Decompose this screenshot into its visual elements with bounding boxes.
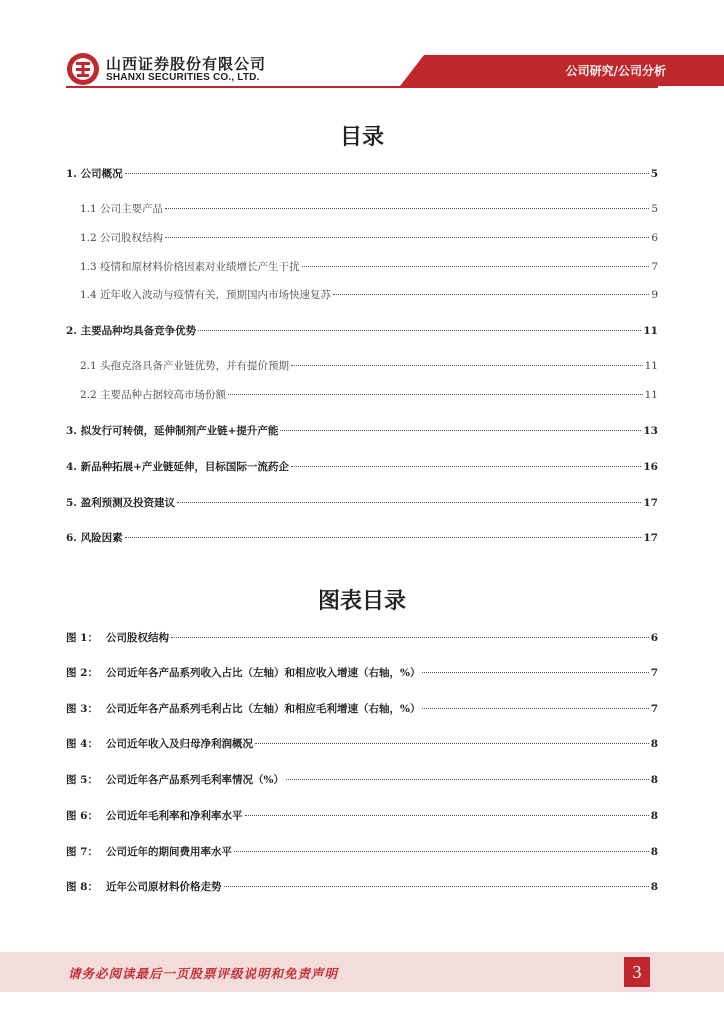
toc-entry-page: 11 — [644, 360, 658, 372]
dot-leader — [286, 779, 649, 780]
header-band — [400, 55, 724, 86]
toc-entry-label: 1.1 公司主要产品 — [80, 203, 164, 215]
dot-leader — [280, 430, 641, 431]
toc-entry[interactable] — [80, 388, 658, 402]
toc-entry-page: 11 — [644, 389, 658, 401]
dot-leader — [165, 237, 649, 238]
figure-entry-text — [66, 666, 420, 680]
toc-entry[interactable] — [66, 167, 658, 181]
toc-entry[interactable] — [66, 424, 658, 438]
toc-entry-page: 11 — [643, 325, 658, 337]
dot-leader — [422, 708, 648, 709]
figure-entry-text — [66, 631, 169, 645]
toc-entry-label: 1.3 疫情和原材料价格因素对业绩增长产生干扰 — [80, 261, 300, 273]
toc-entry-page: 17 — [643, 532, 658, 544]
company-logo-icon — [66, 52, 100, 86]
figure-number: 图 1： — [66, 632, 98, 644]
toc-entry-label: 2. 主要品种均具备竞争优势 — [66, 325, 197, 337]
toc-entry-page: 17 — [643, 497, 658, 509]
header-divider — [66, 86, 658, 88]
toc-entry-page: 6 — [651, 232, 658, 244]
figure-number: 图 5： — [66, 774, 98, 786]
toc-entry-page: 16 — [643, 461, 658, 473]
figure-page: 6 — [650, 632, 658, 644]
figure-number: 图 4： — [66, 738, 98, 750]
figure-entry[interactable] — [66, 631, 658, 645]
figure-number: 图 7： — [66, 846, 98, 858]
toc-entry-page: 9 — [651, 289, 658, 301]
figure-label: 近年公司原材料价格走势 — [106, 881, 222, 893]
figure-page: 8 — [650, 810, 658, 822]
footer-disclaimer: 请务必阅读最后一页股票评级说明和免责声明 — [68, 966, 339, 981]
toc-entry[interactable] — [66, 496, 658, 510]
dot-leader — [245, 815, 649, 816]
figure-entry-text — [66, 702, 420, 716]
toc-entry-page: 7 — [651, 261, 658, 273]
toc-entry[interactable] — [80, 359, 658, 373]
toc-entry-label: 1.2 公司股权结构 — [80, 232, 164, 244]
dot-leader — [291, 365, 643, 366]
figure-label: 公司股权结构 — [106, 632, 169, 644]
figure-entry[interactable] — [66, 880, 658, 894]
dot-leader — [234, 851, 649, 852]
dot-leader — [198, 330, 641, 331]
figure-entry[interactable] — [66, 702, 658, 716]
dot-leader — [171, 637, 649, 638]
figure-page: 8 — [650, 774, 658, 786]
toc-entry-page: 5 — [650, 168, 658, 180]
figure-number: 图 6： — [66, 810, 98, 822]
toc-entry-label: 2.2 主要品种占据较高市场份额 — [80, 389, 227, 401]
toc-entry-label: 5. 盈利预测及投资建议 — [66, 497, 176, 509]
toc-entry-label: 6. 风险因素 — [66, 532, 123, 544]
section-label: 公司研究/公司分析 — [565, 64, 666, 78]
figure-page: 8 — [650, 738, 658, 750]
figure-entry[interactable] — [66, 845, 658, 859]
dot-leader — [291, 466, 641, 467]
figure-entry[interactable] — [66, 773, 658, 787]
figure-number: 图 8： — [66, 881, 98, 893]
figure-page: 8 — [650, 846, 658, 858]
figure-page: 8 — [650, 881, 658, 893]
toc-entry-page: 13 — [643, 425, 658, 437]
toc-entry-page: 5 — [651, 203, 658, 215]
toc-entry-label: 1.4 近年收入波动与疫情有关，预期国内市场快速复苏 — [80, 289, 332, 301]
toc-entry[interactable] — [66, 531, 658, 545]
dot-leader — [255, 743, 649, 744]
dot-leader — [165, 208, 649, 209]
dot-leader — [177, 502, 641, 503]
figures-title: 图表目录 — [317, 589, 406, 614]
figure-entry[interactable] — [66, 809, 658, 823]
toc-entry-label: 4. 新品种拓展+产业链延伸，目标国际一流药企 — [66, 461, 289, 473]
figure-label: 公司近年毛利率和净利率水平 — [106, 810, 243, 822]
dot-leader — [125, 537, 642, 538]
toc-entry-label: 2.1 头孢克洛具备产业链优势，并有提价预期 — [80, 360, 290, 372]
figure-number: 图 2： — [66, 667, 98, 679]
toc-entry[interactable] — [80, 202, 658, 216]
toc-entry-label: 3. 拟发行可转债，延伸制剂产业链+提升产能 — [66, 425, 279, 437]
toc-entry-label: 1. 公司概况 — [66, 168, 123, 180]
dot-leader — [302, 266, 650, 267]
figure-label: 公司近年收入及归母净利润概况 — [106, 738, 253, 750]
toc-title: 目录 — [339, 125, 384, 150]
figure-page: 7 — [650, 667, 658, 679]
company-name-en: SHANXI SECURITIES CO., LTD. — [106, 72, 260, 83]
figure-entry[interactable] — [66, 666, 658, 680]
dot-leader — [125, 173, 649, 174]
figure-label: 公司近年各产品系列收入占比（左轴）和相应收入增速（右轴，%） — [106, 667, 421, 679]
figure-entry-text — [66, 845, 232, 859]
dot-leader — [422, 672, 648, 673]
figure-page: 7 — [650, 703, 658, 715]
toc-entry[interactable] — [80, 288, 658, 302]
toc-entry[interactable] — [66, 460, 658, 474]
toc-entry[interactable] — [80, 231, 658, 245]
figure-label: 公司近年各产品系列毛利占比（左轴）和相应毛利增速（右轴，%） — [106, 703, 421, 715]
figure-label: 公司近年各产品系列毛利率情况（%） — [106, 774, 284, 786]
page-number: 3 — [624, 957, 650, 987]
dot-leader — [333, 294, 649, 295]
figure-entry-text — [66, 880, 222, 894]
figure-label: 公司近年的期间费用率水平 — [106, 846, 232, 858]
figure-entry[interactable] — [66, 737, 658, 751]
page-header — [0, 0, 724, 100]
figure-entry-text — [66, 809, 243, 823]
toc-entry[interactable] — [80, 260, 658, 274]
dot-leader — [224, 886, 649, 887]
figure-entry-text — [66, 737, 253, 751]
figure-number: 图 3： — [66, 703, 98, 715]
toc-entry[interactable] — [66, 324, 658, 338]
figure-entry-text — [66, 773, 284, 787]
company-name-cn: 山西证券股份有限公司 — [106, 55, 267, 73]
dot-leader — [228, 394, 643, 395]
